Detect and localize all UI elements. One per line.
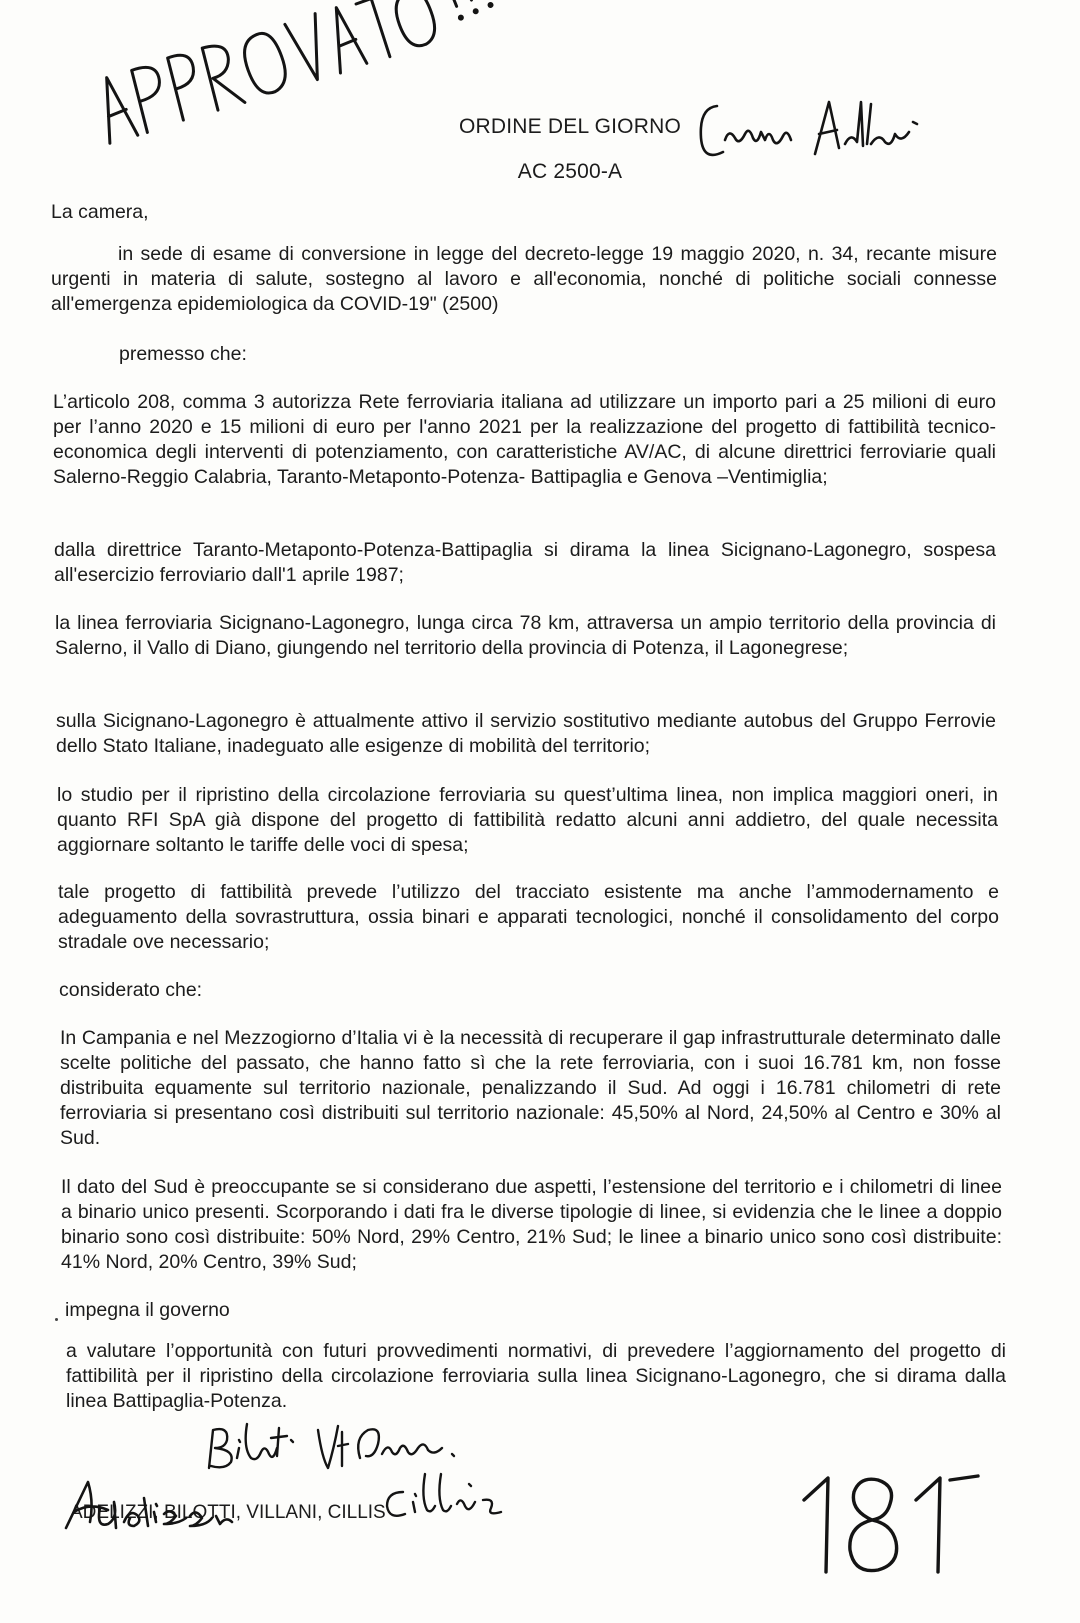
premesso-heading: premesso che: — [119, 343, 247, 365]
considerato-paragraph-1: In Campania e nel Mezzogiorno d’Italia vi è la necessità di recuperare il gap infrastrutturale determinato dalle scelte politiche del passato, che hanno fatto sì che la rete ferroviaria, con i suoi 16.781 km, non fosse distribuita equamente sul territorio nazionale, penalizzando il Sud. Ad oggi i 16.781 chilometri di rete ferroviaria si presentano così distribuiti sul territorio nazionale: 45,50% al Nord, 24,50% al Centro e 30% al Sud. — [60, 1027, 1001, 1149]
document-title: ORDINE DEL GIORNO — [459, 115, 681, 138]
preamble-paragraph: in sede di esame di conversione in legge del decreto-legge 19 maggio 2020, n. 34, recante misure urgenti in materia di salute, sostegno al lavoro e all'economia, nonché di politiche sociali connesse all'emergenza epidemiologica da COVID-19" (2500) — [51, 243, 997, 315]
premesso-paragraph-2: dalla direttrice Taranto-Metaponto-Potenza-Battipaglia si dirama la linea Sicignano-Lagonegro, sospesa all'esercizio ferroviario dall'1 aprile 1987; — [54, 539, 996, 586]
page-number-181-icon — [800, 1470, 980, 1580]
stray-mark — [55, 1318, 58, 1321]
premesso-paragraph-5: lo studio per il ripristino della circolazione ferroviaria su quest’ultima linea, non implica maggiori oneri, in quanto RFI SpA già dispone del progetto di fattibilità redatto alcuni anni addietro, del quale necessita aggiornare soltanto le tariffe delle voci di spesa; — [57, 784, 998, 856]
premesso-paragraph-4: sulla Sicignano-Lagonegro è attualmente attivo il servizio sostitutivo mediante autobus del Gruppo Ferrovie dello Stato Italiane, inadeguato alle esigenze di mobilità del territorio; — [56, 710, 996, 757]
impegna-paragraph: a valutare l’opportunità con futuri provvedimenti normativi, di prevedere l’aggiornamento del progetto di fattibilità per il ripristino della circolazione ferroviaria sulla linea Sicignano-Lagonegro, che si dirama dalla linea Battipaglia-Potenza. — [66, 1340, 1006, 1412]
handwritten-page-number — [800, 1470, 980, 1585]
signature-cillis-icon — [375, 1462, 515, 1522]
considerato-paragraph-2: Il dato del Sud è preoccupante se si considerano due aspetti, l’estensione del territorio e i chilometri di linee a binario unico presenti. Scorporando i dati fra le diverse tipologie di linee, si evidenzia che le linee a doppio binario sono così distribuite: 50% Nord, 29% Centro, 21% Sud; le linee a binario unico sono così distribuite: 41% Nord, 20% Centro, 39% Sud; — [61, 1176, 1002, 1273]
signature-adelizzi-icon — [60, 1472, 260, 1542]
considerato-heading: considerato che: — [59, 979, 203, 1001]
signers-list: ADELIZZI, BILOTTI, VILLANI, CILLIS — [70, 1502, 386, 1523]
impegna-heading: impegna il governo — [65, 1299, 230, 1321]
document-code: AC 2500-A — [517, 160, 623, 183]
opening-line: La camera, — [51, 201, 149, 223]
signature-cillis — [375, 1462, 515, 1527]
premesso-paragraph-3: la linea ferroviaria Sicignano-Lagonegro, lunga circa 78 km, attraversa un ampio territorio della provincia di Salerno, il Vallo di Diano, giungendo nel territorio della provincia di Potenza, il Lagonegrese; — [55, 612, 996, 659]
signature-bilotti-icon — [195, 1418, 315, 1478]
signature-top — [695, 88, 925, 173]
premesso-paragraph-1: L’articolo 208, comma 3 autorizza Rete ferroviaria italiana ad utilizzare un importo pari a 25 milioni di euro per l’anno 2020 e 15 milioni di euro per l'anno 2021 per la realizzazione del progetto di fattibilità tecnico-economica degli interventi di potenziamento, con caratteristiche AV/AC, di alcune direttrici ferroviarie quali Salerno-Reggio Calabria, Taranto-Metaponto-Potenza- Battipaglia e Genova –Ventimiglia; — [53, 391, 996, 488]
premesso-paragraph-6: tale progetto di fattibilità prevede l’utilizzo del tracciato esistente ma anche l’ammodernamento e adeguamento della sovrastruttura, ossia binari e apparati tecnologici, nonché il consolidamento del corpo stradale ove necessario; — [58, 881, 999, 953]
signature-cosimo-adelizzi-icon — [695, 88, 925, 168]
signature-adelizzi — [60, 1472, 260, 1547]
